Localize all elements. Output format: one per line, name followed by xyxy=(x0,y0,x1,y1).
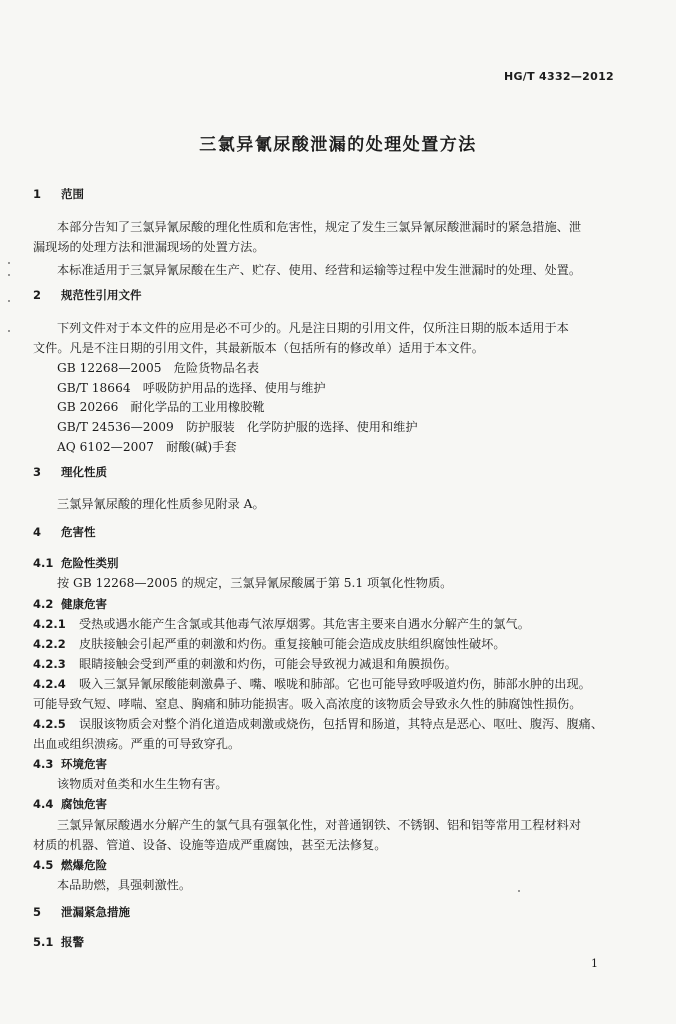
clause-4-2-4-cont: 可能导致气短、哮喘、窒息、胸痛和肺功能损害。吸入高浓度的该物质会导致永久性的肺腐蚀性损伤。 xyxy=(33,697,582,711)
section-2-heading: 2 规范性引用文件 xyxy=(33,288,142,302)
section-4-4-paragraph-cont: 材质的机器、管道、设备、设施等造成严重腐蚀，甚至无法修复。 xyxy=(33,838,387,852)
section-2-paragraph-1-cont: 文件。凡是不注日期的引用文件，其最新版本（包括所有的修改单）适用于本文件。 xyxy=(33,341,484,355)
section-4-5-heading: 4.5 燃爆危险 xyxy=(33,858,107,872)
scan-speck xyxy=(8,262,10,264)
page-number: 1 xyxy=(591,957,598,970)
section-4-1-heading: 4.1 危险性类别 xyxy=(33,556,119,570)
section-5-1-heading: 5.1 报警 xyxy=(33,935,84,949)
scan-speck xyxy=(8,274,10,276)
section-4-heading: 4 危害性 xyxy=(33,525,96,539)
standard-code: HG/T 4332—2012 xyxy=(503,70,614,83)
clause-4-2-3: 4.2.3 眼睛接触会受到严重的刺激和灼伤，可能会导致视力减退和角膜损伤。 xyxy=(33,657,457,671)
section-3-heading: 3 理化性质 xyxy=(33,465,107,479)
section-4-3-heading: 4.3 环境危害 xyxy=(33,757,107,771)
scan-speck xyxy=(518,890,520,892)
section-4-3-paragraph: 该物质对鱼类和水生生物有害。 xyxy=(57,777,228,791)
clause-4-2-1: 4.2.1 受热或遇水能产生含氯或其他毒气浓厚烟雾。其危害主要来自遇水分解产生的氯气。 xyxy=(33,617,530,631)
section-1-paragraph-1-cont: 漏现场的处理方法和泄漏现场的处置方法。 xyxy=(33,240,265,254)
section-1-heading: 1 范围 xyxy=(33,187,84,201)
section-1-paragraph-1: 本部分告知了三氯异氰尿酸的理化性质和危害性，规定了发生三氯异氰尿酸泄漏时的紧急措施、泄 xyxy=(57,220,582,234)
section-4-4-paragraph: 三氯异氰尿酸遇水分解产生的氯气具有强氧化性，对普通钢铁、不锈钢、铝和铝等常用工程材料对 xyxy=(57,818,582,832)
section-4-5-paragraph: 本品助燃，具强刺激性。 xyxy=(57,878,192,892)
section-3-paragraph-1: 三氯异氰尿酸的理化性质参见附录 A。 xyxy=(57,497,265,511)
reference-item: AQ 6102—2007 耐酸(碱)手套 xyxy=(57,440,237,454)
reference-item: GB 12268—2005 危险货物品名表 xyxy=(57,361,260,375)
clause-4-2-5: 4.2.5 误服该物质会对整个消化道造成刺激或烧伤，包括胃和肠道，其特点是恶心、呕吐、腹泻、腹痛、 xyxy=(33,717,604,731)
section-2-paragraph-1: 下列文件对于本文件的应用是必不可少的。凡是注日期的引用文件，仅所注日期的版本适用于本 xyxy=(57,321,569,335)
clause-4-2-4: 4.2.4 吸入三氯异氰尿酸能刺激鼻子、嘴、喉咙和肺部。它也可能导致呼吸道灼伤，肺部水肿的出现。 xyxy=(33,677,591,691)
section-4-1-paragraph: 按 GB 12268—2005 的规定，三氯异氰尿酸属于第 5.1 项氧化性物质。 xyxy=(57,576,453,590)
reference-item: GB 20266 耐化学品的工业用橡胶靴 xyxy=(57,400,265,414)
reference-item: GB/T 18664 呼吸防护用品的选择、使用与维护 xyxy=(57,381,326,395)
document-title: 三氯异氰尿酸泄漏的处理处置方法 xyxy=(199,135,477,155)
scan-speck xyxy=(8,330,10,332)
section-4-4-heading: 4.4 腐蚀危害 xyxy=(33,797,107,811)
section-1-paragraph-2: 本标准适用于三氯异氰尿酸在生产、贮存、使用、经营和运输等过程中发生泄漏时的处理、处置。 xyxy=(57,263,582,277)
clause-4-2-2: 4.2.2 皮肤接触会引起严重的刺激和灼伤。重复接触可能会造成皮肤组织腐蚀性破坏。 xyxy=(33,637,506,651)
section-5-heading: 5 泄漏紧急措施 xyxy=(33,905,130,919)
scan-speck xyxy=(8,300,10,302)
clause-4-2-5-cont: 出血或组织溃疡。严重的可导致穿孔。 xyxy=(33,737,241,751)
section-4-2-heading: 4.2 健康危害 xyxy=(33,597,107,611)
reference-item: GB/T 24536—2009 防护服装 化学防护服的选择、使用和维护 xyxy=(57,420,418,434)
